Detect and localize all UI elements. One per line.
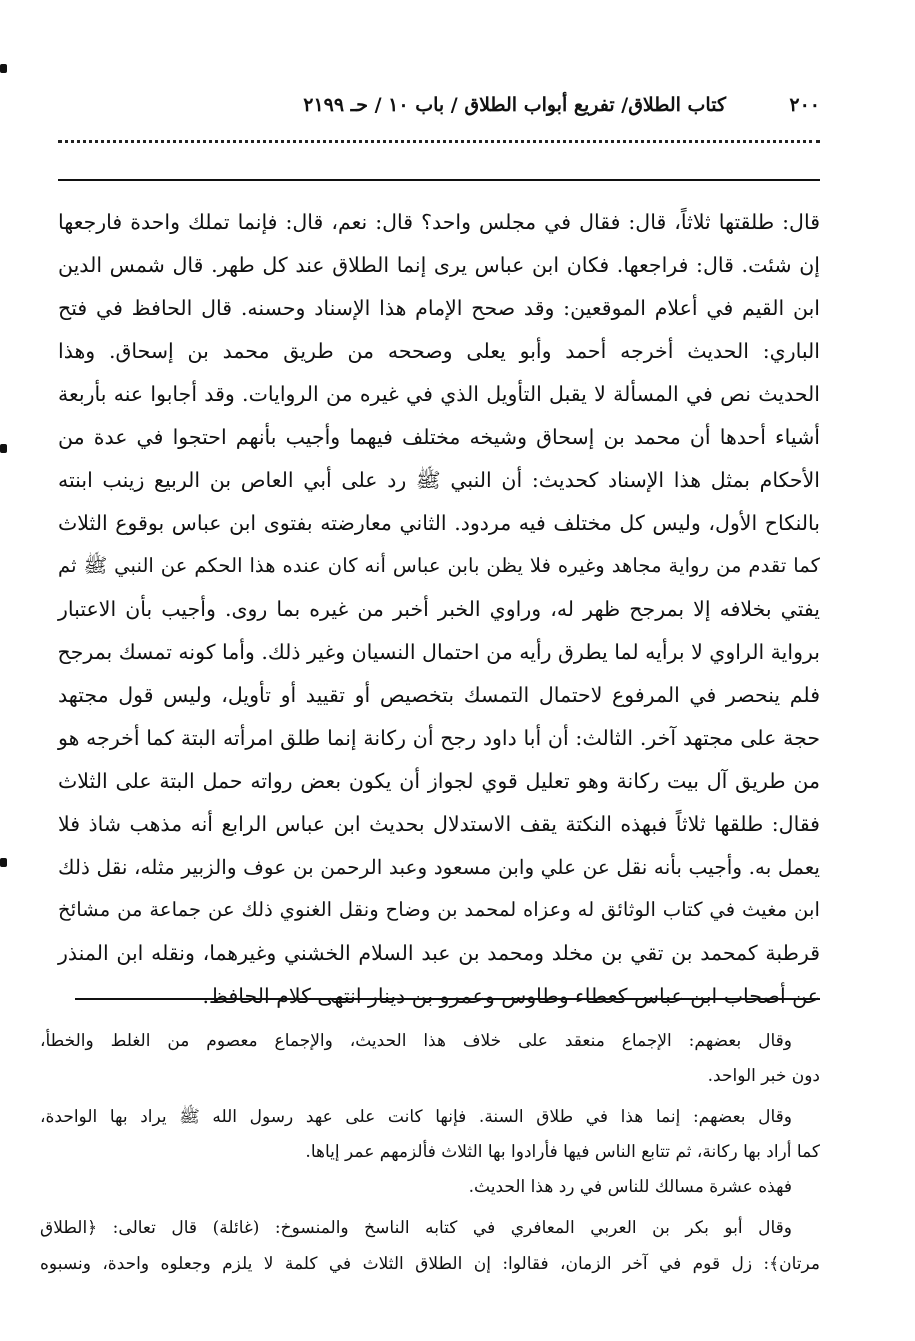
- text-line: حجة على مجتهد آخر. الثالث: أن أبا داود رجح أن ركانة إنما طلق امرأته البتة كما أخرجه هو: [58, 726, 820, 750]
- text-line: برواية الراوي لا برأيه لما يطرق رأيه من احتمال النسيان وغير ذلك. وأما كونه تمسك بمرجح: [57, 640, 820, 664]
- header-title: كتاب الطلاق/ تفريع أبواب الطلاق / باب ١٠ / حـ ٢١٩٩: [303, 94, 726, 116]
- footnote-line: فهذه عشرة مسالك للناس في رد هذا الحديث.: [468, 1177, 792, 1197]
- text-line: كما تقدم من رواية مجاهد وغيره فلا يظن بابن عباس أنه كان عنده هذا الحكم عن النبي ﷺ ثم: [58, 554, 820, 577]
- text-line: يعمل به. وأجيب بأنه نقل عن علي وابن مسعود وعبد الرحمن بن عوف والزبير مثله، نقل ذلك: [58, 855, 820, 879]
- text-line: فقال: طلقها ثلاثاً فبهذه النكتة يقف الاستدلال بحديث ابن عباس الرابع أنه مذهب شاذ فلا: [58, 812, 820, 836]
- text-line: الباري: الحديث أخرجه أحمد وأبو يعلى وصححه من طريق محمد بن إسحاق. وهذا: [58, 339, 820, 363]
- text-line: الأحكام بمثل هذا الإسناد كحديث: أن النبي ﷺ رد على أبي العاص بن الربيع زينب ابنته: [58, 468, 820, 492]
- text-line: عن أصحاب ابن عباس كعطاء وطاوس وعمرو بن دينار انتهى كلام الحافظ.: [202, 984, 820, 1008]
- text-line: قال: طلقتها ثلاثاً، قال: فقال في مجلس واحد؟ قال: نعم، قال: فإنما تملك واحدة فارجعها: [58, 210, 820, 234]
- footnote-line: وقال أبو بكر بن العربي المعافري في كتابه الناسخ والمنسوخ: (غائلة) قال تعالى: ﴿الطلاق: [40, 1218, 792, 1238]
- text-line: فلم ينحصر في المرفوع لاحتمال التمسك بتخصيص أو تقييد أو تأويل، وليس قول مجتهد: [58, 683, 820, 707]
- footnote-line: وقال بعضهم: إنما هذا في طلاق السنة. فإنها كانت على عهد رسول الله ﷺ يراد بها الواحدة،: [40, 1107, 792, 1127]
- footnote-line: وقال بعضهم: الإجماع منعقد على خلاف هذا الحديث، والإجماع معصوم من الغلط والخطأ،: [40, 1031, 792, 1051]
- text-line: أشياء أحدها أن محمد بن إسحاق وشيخه مختلف فيهما وأجيب بأنهم احتجوا في عدة من: [58, 425, 820, 449]
- dotted-separator: [58, 140, 820, 154]
- scan-margin-mark: [0, 444, 7, 453]
- text-line: من طريق آل بيت ركانة وهو تعليل قوي لجواز أن يكون بعض رواته حمل البتة على الثلاث: [58, 769, 820, 793]
- scan-margin-mark: [0, 64, 7, 73]
- header-rule: [58, 179, 820, 181]
- text-line: ابن مغيث في كتاب الوثائق له وعزاه لمحمد بن وضاح ونقل الغنوي ذلك عن جماعة من مشائخ: [58, 898, 820, 921]
- footnote-rule: [75, 998, 820, 1000]
- text-line: بالنكاح الأول، وليس كل مختلف فيه مردود. الثاني معارضته بفتوى ابن عباس بوقوع الثلاث: [58, 511, 820, 535]
- text-line: الحديث نص في المسألة لا يقبل التأويل الذي في غيره من الروايات. وقد أجابوا عنه بأربعة: [58, 382, 820, 406]
- footnote-line: مرتان﴾: زل قوم في آخر الزمان، فقالوا: إن الطلاق الثلاث في كلمة لا يلزم وجعلوه واحدة، ونسبوه: [40, 1254, 820, 1274]
- scan-margin-mark: [0, 858, 7, 867]
- text-line: يفتي بخلافه إلا بمرجح ظهر له، وراوي الخبر أخبر من غيره بما روى. وأجيب بأن الاعتبار: [58, 597, 820, 621]
- page-number: ٢٠٠: [789, 94, 820, 116]
- footnote-line: دون خبر الواحد.: [707, 1066, 820, 1086]
- text-line: قرطبة كمحمد بن تقي بن مخلد ومحمد بن عبد السلام الخشني وغيرهما، ونقله ابن المنذر: [58, 941, 820, 965]
- running-header: [58, 94, 820, 122]
- text-line: إن شئت. قال: فراجعها. فكان ابن عباس يرى إنما الطلاق عند كل طهر. قال شمس الدين: [58, 253, 820, 277]
- text-line: ابن القيم في أعلام الموقعين: وقد صحح الإمام هذا الإسناد وحسنه. قال الحافظ في فتح: [58, 296, 820, 320]
- footnote-line: كما أراد بها ركانة، ثم تتابع الناس فيها فأرادوا بها الثلاث فألزمهم عمر إياها.: [305, 1142, 820, 1162]
